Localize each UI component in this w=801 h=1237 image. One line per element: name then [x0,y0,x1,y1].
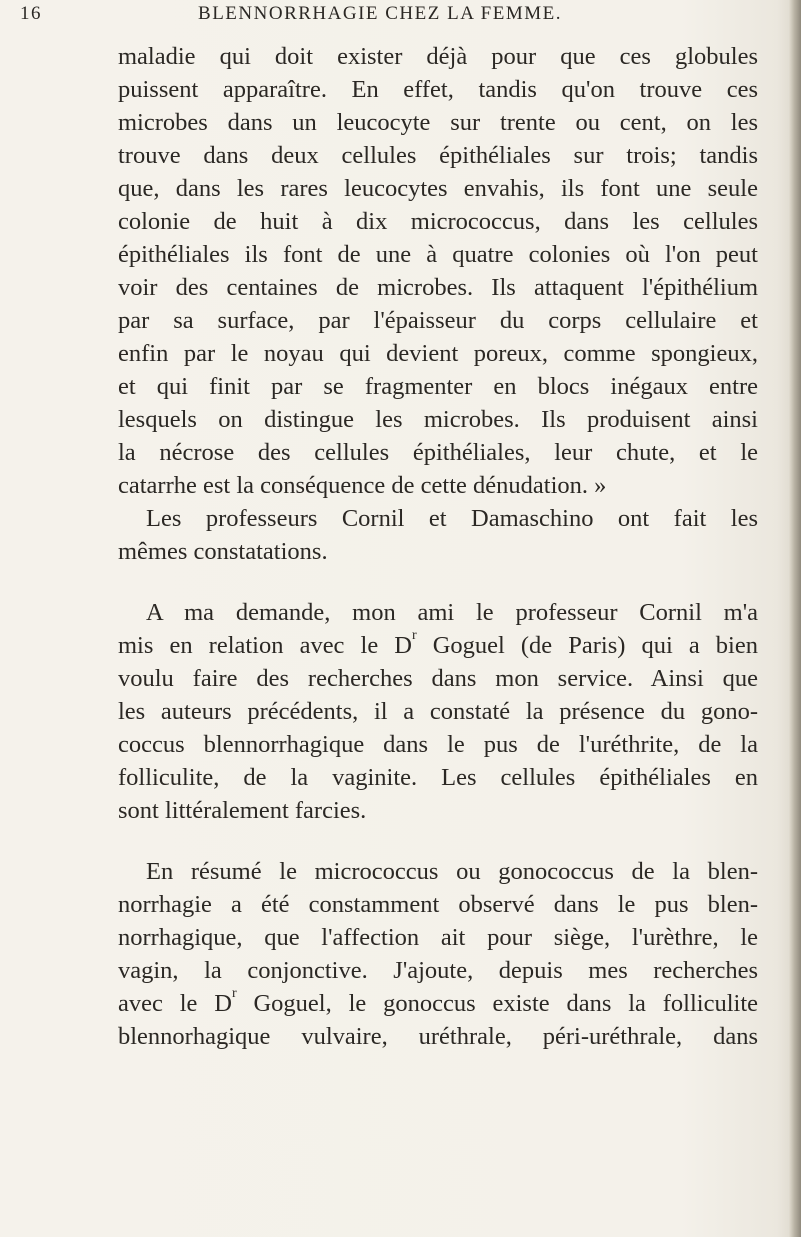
text-fragment: Goguel (de Paris) qui a bien [416,632,758,659]
text-line: En résumé le micrococcus ou gonococcus de la blen- [146,858,758,885]
text-fragment: mis en relation avec le D [118,632,412,659]
paragraph-gap [118,827,758,855]
paragraph-3 [118,596,758,827]
superscript: r [411,628,417,643]
text-line [118,987,758,1020]
text-line: et qui finit par se fragmenter en blocs inégaux entre [118,373,758,400]
text-line: microbes dans un leucocyte sur trente ou cent, on les [118,109,758,136]
text-fragment: avec le D [118,990,232,1017]
text-fragment: Goguel, le gonoccus existe dans la folliculite [236,990,759,1017]
text-line: puissent apparaître. En effet, tandis qu'on trouve ces [118,76,758,103]
text-line: enfin par le noyau qui devient poreux, comme spongieux, [118,340,758,367]
text-line: colonie de huit à dix micrococcus, dans les cellules [118,208,758,235]
running-head [20,3,740,29]
text-line [118,629,758,662]
page-number: 16 [20,3,42,24]
text-line: voir des centaines de microbes. Ils attaquent l'épithélium [118,274,758,301]
text-line: coccus blennorrhagique dans le pus de l'uréthrite, de la [118,731,758,758]
paragraph-4 [118,855,758,1053]
paragraph-1 [118,40,758,502]
page-body [118,40,758,1053]
text-line: que, dans les rares leucocytes envahis, ils font une seule [118,175,758,202]
text-line: Les professeurs Cornil et Damaschino ont fait les [146,505,758,532]
text-line: mêmes constatations. [118,538,328,565]
superscript: r [231,986,237,1001]
paragraph-gap [118,568,758,596]
text-line: folliculite, de la vaginite. Les cellules épithéliales en [118,764,758,791]
text-line: blennorhagique vulvaire, uréthrale, péri-uréthrale, dans [118,1023,758,1050]
text-line: par sa surface, par l'épaisseur du corps cellulaire et [118,307,758,334]
text-line: catarrhe est la conséquence de cette dénudation. » [118,472,607,499]
text-line: A ma demande, mon ami le professeur Cornil m'a [146,599,758,626]
text-line: vagin, la conjonctive. J'ajoute, depuis mes recherches [118,957,758,984]
text-line: maladie qui doit exister déjà pour que ces globules [118,43,758,70]
text-line: lesquels on distingue les microbes. Ils produisent ainsi [118,406,758,433]
text-line: sont littéralement farcies. [118,797,367,824]
paragraph-2 [118,502,758,568]
text-line: norrhagie a été constamment observé dans le pus blen- [118,891,758,918]
page-edge-shadow [789,0,801,1237]
running-title: BLENNORRHAGIE CHEZ LA FEMME. [198,3,562,24]
text-line: épithéliales ils font de une à quatre colonies où l'on peut [118,241,758,268]
text-line: voulu faire des recherches dans mon service. Ainsi que [118,665,758,692]
text-line: la nécrose des cellules épithéliales, leur chute, et le [118,439,758,466]
text-line: les auteurs précédents, il a constaté la présence du gono- [118,698,758,725]
text-line: norrhagique, que l'affection ait pour siège, l'urèthre, le [118,924,758,951]
text-line: trouve dans deux cellules épithéliales sur trois; tandis [118,142,758,169]
